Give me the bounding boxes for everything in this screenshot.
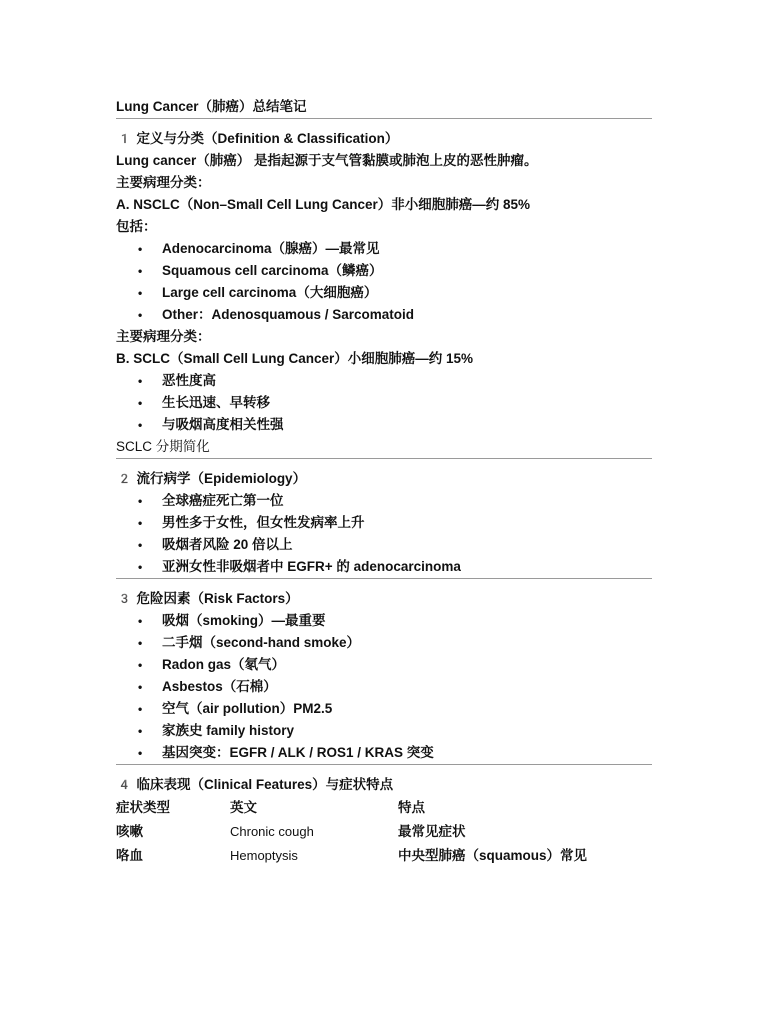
list-item: • Radon gas（氡气） [116, 654, 652, 676]
bullet-icon: • [138, 746, 143, 760]
bullet-icon: • [138, 636, 143, 650]
sclc-heading: B. SCLC（Small Cell Lung Cancer）小细胞肺癌—约 15% [116, 351, 474, 366]
bullet-icon: • [138, 724, 143, 738]
table-cell: Hemoptysis [230, 848, 298, 863]
list-item: • 吸烟（smoking）—最重要 [116, 610, 652, 632]
nsclc-subheading: 包括： [116, 219, 157, 234]
list-item: • Adenocarcinoma（腺癌）—最常见 [116, 238, 652, 260]
bullet-icon: • [138, 538, 143, 552]
table-cell: 最常见症状 [398, 824, 466, 839]
epidemiology-list [116, 490, 652, 578]
list-item: • Squamous cell carcinoma（鳞癌） [116, 260, 652, 282]
bullet-icon: • [138, 242, 143, 256]
definition-text: Lung cancer（肺癌） 是指起源于支气管黏膜或肺泡上皮的恶性肿瘤。 [116, 153, 538, 168]
bullet-icon: • [138, 614, 143, 628]
table-cell: Chronic cough [230, 824, 314, 839]
bullet-icon: • [138, 680, 143, 694]
list-item: • 家族史 family history [116, 720, 652, 742]
risk-factors-list [116, 610, 652, 764]
list-item: • 与吸烟高度相关性强 [116, 414, 652, 436]
table-row [116, 820, 652, 844]
table-header-cell: 特点 [398, 800, 425, 815]
list-item: • Large cell carcinoma（大细胞癌） [116, 282, 652, 304]
list-item: • 恶性度高 [116, 370, 652, 392]
table-row [116, 844, 652, 868]
nsclc-heading: A. NSCLC（Non–Small Cell Lung Cancer）非小细胞肺癌—约 85% [116, 197, 531, 212]
bullet-icon: • [138, 264, 143, 278]
bullet-icon: • [138, 396, 143, 410]
bullet-icon: • [138, 374, 143, 388]
document-page [116, 96, 652, 868]
document-title: Lung Cancer（肺癌）总结笔记 [116, 99, 307, 114]
bullet-icon: • [138, 702, 143, 716]
list-item: • Asbestos（石棉） [116, 676, 652, 698]
bullet-icon: • [138, 418, 143, 432]
clinical-features-table [116, 796, 652, 868]
table-cell: 咳嗽 [116, 824, 143, 839]
section1-heading: 1️ 定义与分类（Definition & Classification） [116, 131, 399, 146]
bullet-icon: • [138, 494, 143, 508]
bullet-icon: • [138, 658, 143, 672]
sclc-list [116, 370, 652, 436]
list-item: • 二手烟（second-hand smoke） [116, 632, 652, 654]
list-item: • 亚洲女性非吸烟者中 EGFR+ 的 adenocarcinoma [116, 556, 652, 578]
sclc-note: SCLC 分期简化 [116, 439, 210, 454]
list-item: • 基因突变：EGFR / ALK / ROS1 / KRAS 突变 [116, 742, 652, 764]
list-item: • 吸烟者风险 20 倍以上 [116, 534, 652, 556]
bullet-icon: • [138, 286, 143, 300]
list-item: • 男性多于女性，但女性发病率上升 [116, 512, 652, 534]
section3-heading: 3️ 危险因素（Risk Factors） [116, 591, 299, 606]
table-header-row [116, 796, 652, 820]
nsclc-list [116, 238, 652, 326]
table-header-cell: 英文 [230, 800, 257, 815]
classification-heading-1: 主要病理分类： [116, 175, 211, 190]
section4-heading: 4️ 临床表现（Clinical Features）与症状特点 [116, 777, 394, 792]
classification-heading-2: 主要病理分类： [116, 329, 211, 344]
bullet-icon: • [138, 516, 143, 530]
bullet-icon: • [138, 308, 143, 322]
list-item: • Other：Adenosquamous / Sarcomatoid [116, 304, 652, 326]
table-header-cell: 症状类型 [116, 800, 170, 815]
list-item: • 空气（air pollution）PM2.5 [116, 698, 652, 720]
section2-heading: 2️ 流行病学（Epidemiology） [116, 471, 307, 486]
list-item: • 生长迅速、早转移 [116, 392, 652, 414]
table-cell: 中央型肺癌（squamous）常见 [398, 848, 588, 863]
list-item: • 全球癌症死亡第一位 [116, 490, 652, 512]
bullet-icon: • [138, 560, 143, 574]
table-cell: 咯血 [116, 848, 143, 863]
